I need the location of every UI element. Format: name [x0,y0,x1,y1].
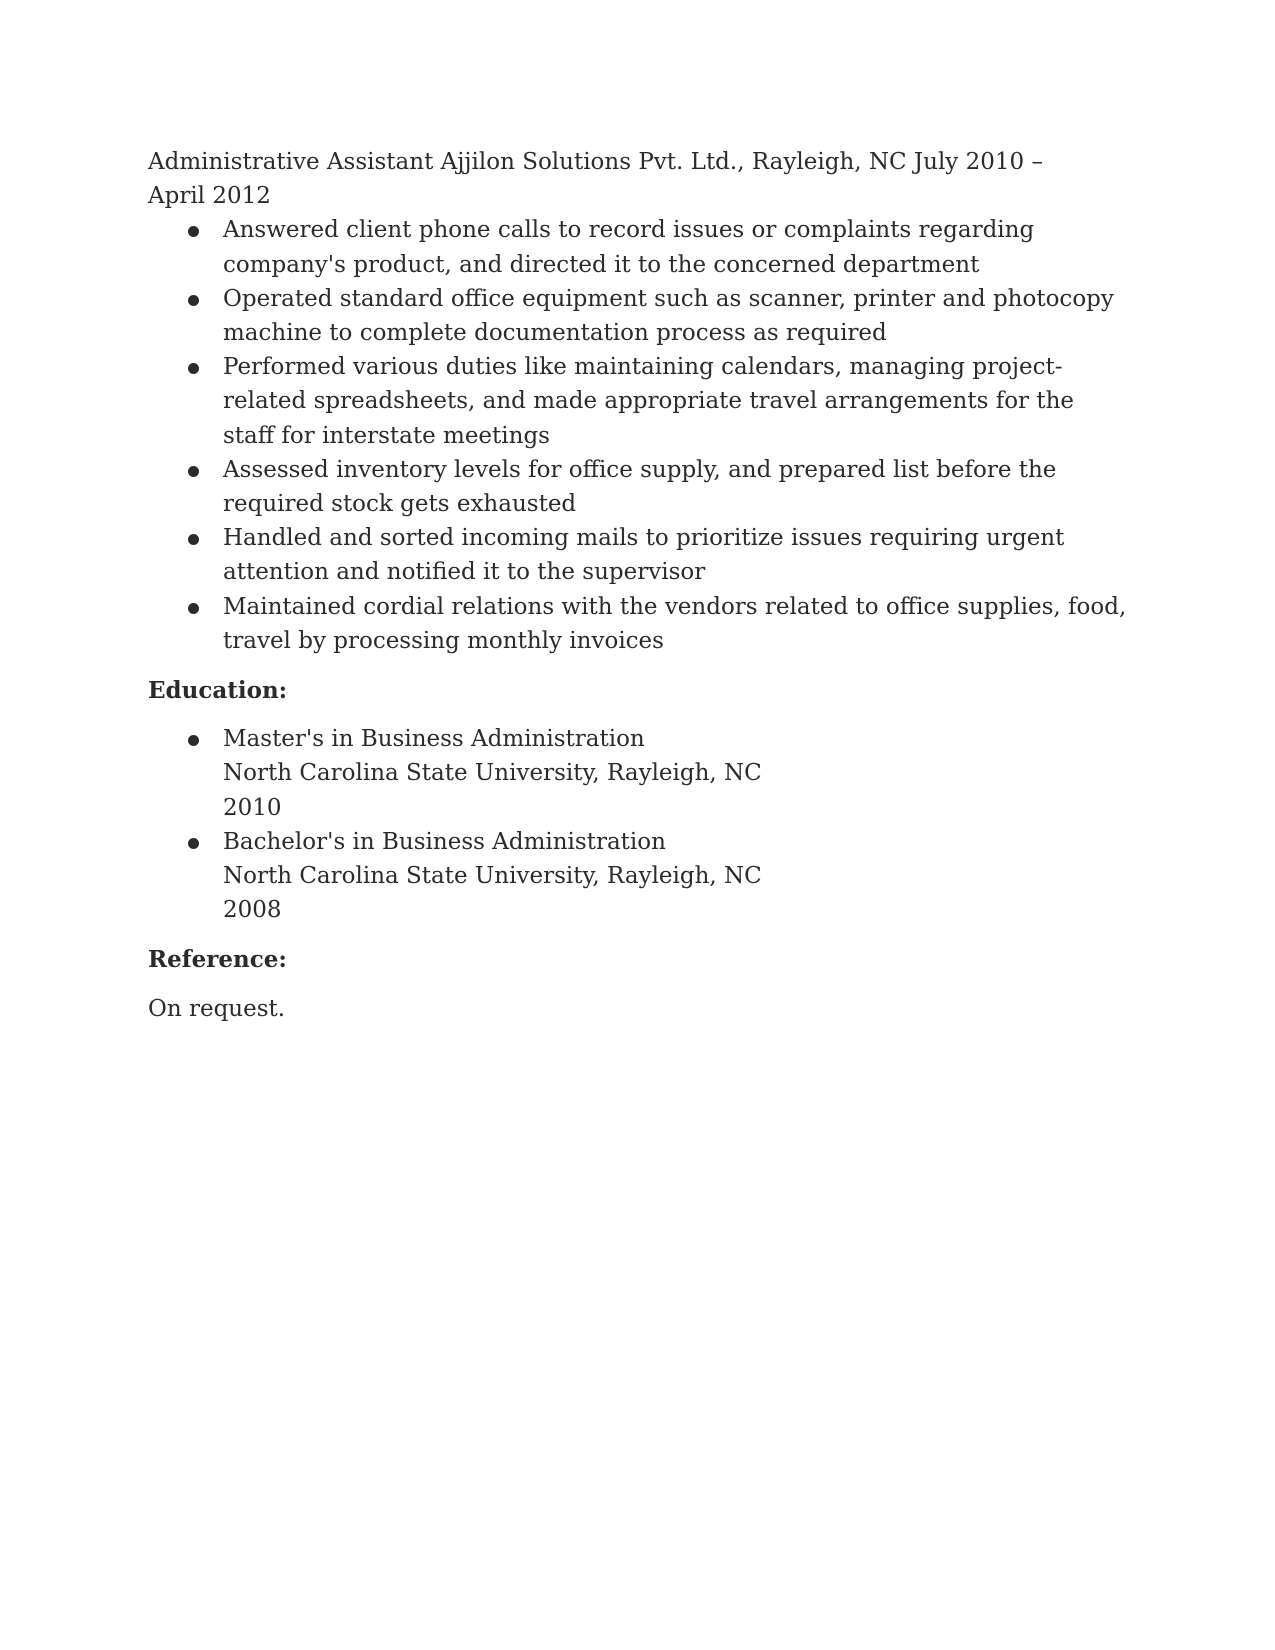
list-item [148,453,1128,521]
resume-page [148,145,1128,1026]
job-header: Administrative Assistant Ajjilon Solutions Pvt. Ltd., Rayleigh, NC July 2010 – April 2012 [148,149,1043,210]
education-list [148,722,1128,927]
list-item [148,722,1128,825]
list-item [148,825,1128,928]
bullet-icon [188,534,199,545]
bullet-icon [188,226,199,237]
reference-text: On request. [148,995,286,1022]
duty-text: Operated standard office equipment such as scanner, printer and photocopy machine to complete documentation process as required [223,285,1114,347]
school-name: North Carolina State University, Rayleigh, NC [223,863,762,890]
job-duties-list [148,213,1128,658]
bullet-icon [188,838,199,849]
bullet-icon [188,363,199,374]
education-heading: Education: [148,677,288,705]
duty-text: Assessed inventory levels for office supply, and prepared list before the required stock gets exhausted [223,456,1057,518]
bullet-icon [188,466,199,477]
degree-name: Master's in Business Administration [223,726,645,753]
list-item [148,521,1128,589]
duty-text: Answered client phone calls to record issues or complaints regarding company's product, and directed it to the concerned department [223,217,1035,278]
bullet-icon [188,295,199,306]
duty-text: Performed various duties like maintaining calendars, managing project-related spreadsheets, and made appropriate travel arrangements for the staff for interstate meetings [223,354,1075,449]
list-item [148,350,1128,453]
degree-name: Bachelor's in Business Administration [223,828,666,855]
duty-text: Handled and sorted incoming mails to prioritize issues requiring urgent attention and notified it to the supervisor [223,525,1065,586]
list-item [148,590,1128,658]
duty-text: Maintained cordial relations with the vendors related to office supplies, food, travel by processing monthly invoices [223,593,1127,654]
graduation-year: 2008 [223,897,282,924]
bullet-icon [188,735,199,746]
reference-heading: Reference: [148,946,287,974]
list-item [148,282,1128,350]
list-item [148,213,1128,281]
bullet-icon [188,603,199,614]
graduation-year: 2010 [223,794,282,821]
school-name: North Carolina State University, Rayleigh, NC [223,760,762,787]
